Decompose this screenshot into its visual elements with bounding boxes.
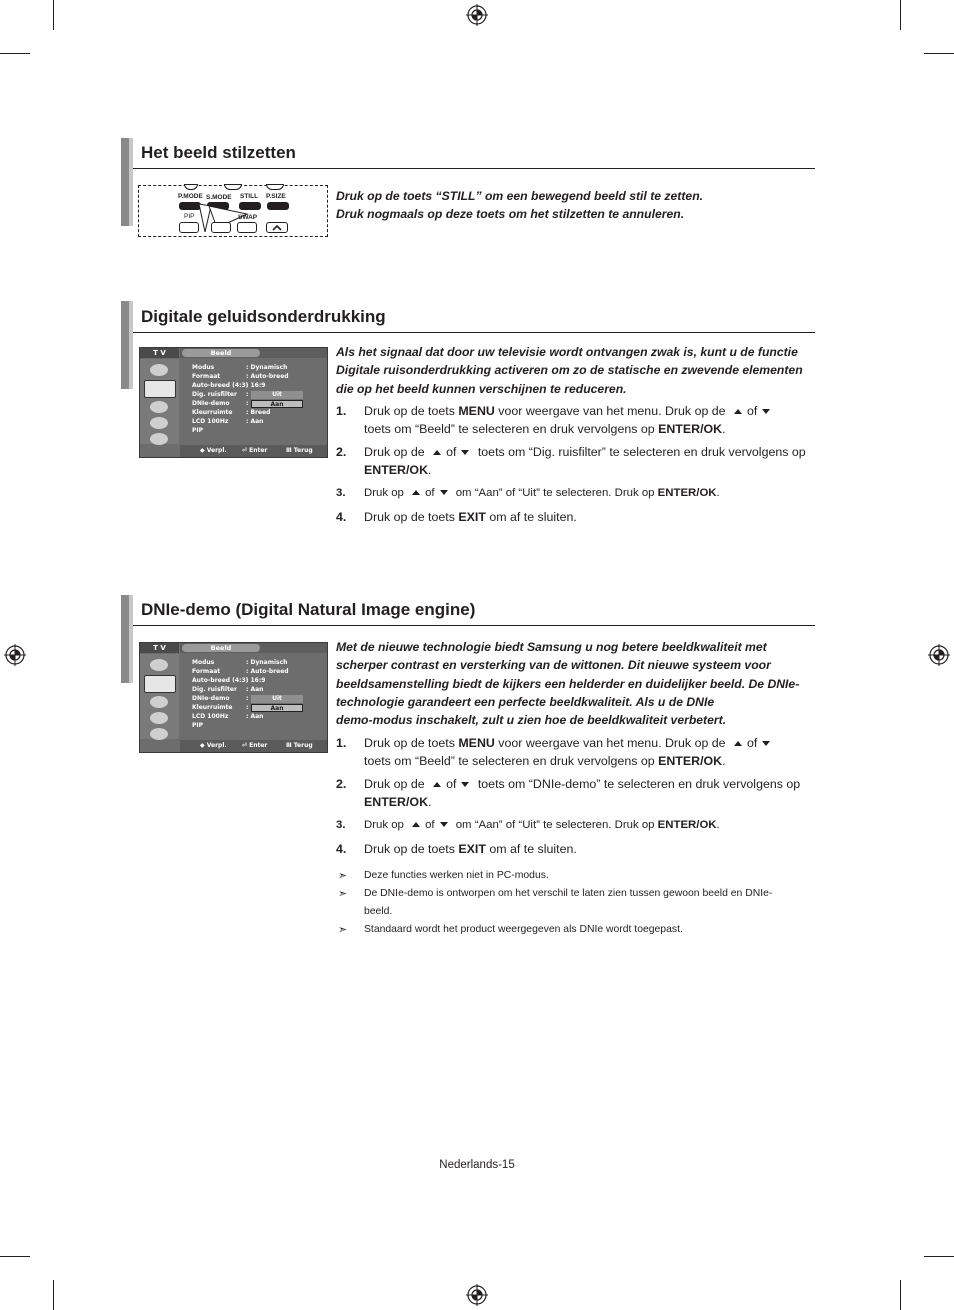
tv-row-label: Formaat [192,373,221,380]
crop-mark [0,1256,30,1257]
step-number: 1. [336,736,347,750]
triangle-up-icon [433,782,441,787]
triangle-down-icon [461,450,469,455]
tv-option-aan: Aan [251,400,303,408]
tv-menu-rows [192,363,322,435]
tv-row-value: : 16:9 [246,382,266,389]
step-text: . [716,487,720,499]
tv-row-value: : Dynamisch [246,659,288,666]
section-marker [121,138,133,226]
tv-menu-footer [180,445,327,457]
step-list [336,403,806,526]
tv-menu-row [192,676,322,685]
step-text: om “Aan” of “Uit” te selecteren. Druk op [452,819,658,831]
step-text: of [446,777,457,791]
section-rule [133,332,815,333]
tv-label: T V [140,643,179,653]
swap-button [237,222,257,233]
tv-row-label: LCD 100Hz [192,713,229,720]
tv-menu-row [192,363,322,372]
step-text: of [446,445,457,459]
step-text: toets om “Beeld” te selecteren en druk vervolgens op [364,421,659,436]
tv-row-value: : Auto-breed [246,668,289,675]
page-footer: Nederlands-15 [439,1159,515,1171]
key-name: ENTER/OK [657,819,717,831]
tv-footer-move: ◆ Verpl. [200,742,227,749]
sound-icon [150,401,168,413]
tv-label: T V [140,348,179,358]
note-arrow-icon: ➣ [338,870,348,882]
step-text: Druk op de [364,777,429,791]
tv-row-value: : Aan [246,418,264,425]
triangle-up-icon [412,822,420,827]
triangle-down-icon [762,409,770,414]
step-number: 2. [336,777,347,791]
step-item [336,403,806,438]
tv-menu-row [192,685,322,694]
tv-row-value: : 16:9 [246,677,266,684]
step-text: . [722,753,726,768]
tv-icon-column [140,654,179,739]
step-item [336,444,806,479]
remote-button [211,222,231,233]
tv-menu-row [192,712,322,721]
tv-row-label: Dig. ruisfilter [192,686,237,693]
picture-icon [144,675,176,693]
triangle-down-icon [762,741,770,746]
tv-row-value: : Breed [246,409,271,416]
step-text: . [428,794,432,809]
step-text: Druk op de toets [364,509,459,524]
step-text: voor weergave van het menu. Druk op de [494,404,730,418]
tv-menu-row [192,417,322,426]
step-number: 3. [336,487,346,499]
tv-menu-row [192,658,322,667]
tv-menu-title: Beeld [182,349,260,357]
crop-mark [0,53,30,54]
section-intro [336,638,814,729]
tv-row-label: Kleurruimte [192,409,233,416]
step-item [336,735,806,770]
step-item [336,841,806,859]
tv-option-uit: Uit [251,695,303,703]
key-name: ENTER/OK [658,753,723,768]
step-text: om af te sluiten. [485,509,577,524]
step-text: . [428,462,432,477]
pip-button [179,222,199,233]
step-number: 4. [336,841,347,856]
remote-label-smode: S.MODE [206,194,232,201]
step-item [336,485,806,503]
tv-menu-row [192,408,322,417]
picture-icon [144,380,176,398]
tv-menu-rows [192,658,322,730]
note-list [336,867,796,939]
crop-mark [900,1280,901,1310]
tv-menu-footer [180,740,327,752]
crop-mark [900,0,901,30]
tv-row-label: Dig. ruisfilter [192,391,237,398]
remote-button [224,184,242,190]
step-text: toets om “Beeld” te selecteren en druk vervolgens op [364,753,659,768]
tv-footer-enter: ⏎ Enter [242,742,268,749]
registration-mark-icon [928,644,950,666]
step-text: voor weergave van het menu. Druk op de [494,736,730,750]
note-item [336,885,796,921]
section-marker [121,301,133,389]
step-text: of [425,487,435,499]
step-text: toets om “DNIe-demo” te selecteren en druk vervolgens op [474,777,801,791]
tv-row-label: PIP [192,427,204,434]
step-text: Druk op [364,487,408,499]
remote-button [266,184,284,190]
step-item [336,776,806,811]
tv-row-value: : [246,400,249,407]
step-text: om “Aan” of “Uit” te selecteren. Druk op [452,487,658,499]
step-text: Druk op de toets [364,736,459,750]
tv-menu-screenshot [139,642,328,753]
antenna-icon [150,659,168,671]
tv-menu-title: Beeld [182,644,260,652]
registration-mark-icon [4,644,26,666]
tv-row-label: Kleurruimte [192,704,233,711]
tv-row-label: LCD 100Hz [192,418,229,425]
section-intro: Als het signaal dat door uw televisie wordt ontvangen zwak is, kunt u de functie Digitale ruisonderdrukking activeren om zo de statische en zwevende elementen die op het beeld kunnen verschijnen te reduceren. [336,345,803,396]
registration-mark-icon [466,1284,488,1306]
antenna-icon [150,364,168,376]
intro-line: Druk nogmaals op deze toets om het stilzetten te annuleren. [336,207,685,222]
section-intro [336,187,814,224]
crop-mark [924,53,954,54]
tv-row-label: Auto-breed (4:3) [192,677,249,684]
key-name: MENU [458,404,495,418]
up-button [266,222,288,233]
tv-row-label: DNIe-demo [192,400,230,407]
note-text: Standaard wordt het product weergegeven als DNIe wordt toegepast. [364,924,683,935]
remote-label-psize: P.SIZE [266,193,286,200]
tv-option-uit: Uit [251,391,303,399]
registration-mark-icon [466,4,488,26]
key-name: EXIT [458,509,486,524]
remote-label-still: STILL [240,193,259,200]
tv-row-label: Modus [192,364,215,371]
step-text: Druk op de [364,445,429,459]
setup-icon [150,433,168,445]
key-name: ENTER/OK [364,462,429,477]
tv-footer-enter: ⏎ Enter [242,447,268,454]
tv-row-value: : [246,704,249,711]
tv-row-label: Formaat [192,668,221,675]
note-arrow-icon: ➣ [338,924,348,936]
triangle-down-icon [461,782,469,787]
triangle-up-icon [412,490,420,495]
note-text: De DNIe-demo is ontworpen om het verschil te laten zien tussen gewoon beeld en DNIe-beeld. [364,888,773,917]
setup-icon [150,728,168,740]
triangle-up-icon [734,741,742,746]
tv-row-value: : Auto-breed [246,373,289,380]
intro-line: Druk op de toets “STILL” om een bewegend beeld stil te zetten. [336,189,704,203]
crop-mark [53,1280,54,1310]
step-number: 3. [336,819,346,831]
step-number: 2. [336,445,347,459]
tv-menu-row [192,667,322,676]
step-text: Druk op [364,819,408,831]
tv-option-aan: Aan [251,704,303,712]
tv-footer-back: Ⅲ Terug [286,742,313,749]
tv-menu-row [192,721,322,730]
step-text: toets om “Dig. ruisfilter” te selecteren en druk vervolgens op [474,445,806,459]
crop-mark [924,1256,954,1257]
crop-mark [53,0,54,30]
tv-menu-screenshot [139,347,328,458]
remote-label-swap: SWAP [238,214,258,221]
tv-row-value: : Aan [246,713,264,720]
tv-icon-column [140,359,179,444]
triangle-down-icon [440,822,448,827]
section-rule [133,625,815,626]
tv-row-label: PIP [192,722,204,729]
key-name: ENTER/OK [657,487,717,499]
step-number: 1. [336,404,347,418]
step-text: . [722,421,726,436]
tv-row-value: : Aan [246,686,264,693]
key-name: ENTER/OK [364,794,429,809]
intro-line: demo-modus inschakelt, zult u zien hoe de beeldkwaliteit verbetert. [336,713,727,728]
triangle-up-icon [734,409,742,414]
step-text: . [716,819,720,831]
step-number: 4. [336,509,347,524]
tv-row-value: : [246,695,249,702]
note-arrow-icon: ➣ [338,888,348,900]
key-name: ENTER/OK [658,421,723,436]
step-item [336,817,806,835]
tv-menu-row [192,381,322,390]
section-title: Het beeld stilzetten [141,143,296,162]
intro-line: Met de nieuwe technologie biedt Samsung u nog betere beeldkwaliteit met scherper contrast en versterking van de wittonen. Dit nieuwe systeem voor beeldsamenstelling biedt de kijkers een helderder en duidelijker beeld. De DNIe-technologie garandeert een perfecte beeldkwaliteit. Als u de DNIe [336,640,800,709]
tv-row-label: Auto-breed (4:3) [192,382,249,389]
sound-icon [150,696,168,708]
remote-label-pip: PIP [184,213,195,220]
tv-footer-back: Ⅲ Terug [286,447,313,454]
tv-row-label: Modus [192,659,215,666]
section-title: Digitale geluidsonderdrukking [141,307,386,326]
note-text: Deze functies werken niet in PC-modus. [364,870,549,881]
note-item [336,867,796,885]
clock-icon [150,417,168,429]
step-text: Druk op de toets [364,404,459,418]
tv-row-value: : [246,391,249,398]
tv-menu-row [192,426,322,435]
step-text: of [425,819,435,831]
clock-icon [150,712,168,724]
section-title: DNIe-demo (Digital Natural Image engine) [141,600,476,619]
remote-button [184,184,198,190]
key-name: EXIT [458,841,486,856]
triangle-up-icon [433,450,441,455]
remote-illustration [138,185,328,237]
triangle-down-icon [440,490,448,495]
step-text: Druk op de toets [364,841,459,856]
note-item [336,921,796,939]
tv-row-value: : Dynamisch [246,364,288,371]
step-text: of [747,404,758,418]
psize-button [267,202,289,210]
chevron-up-icon [267,223,287,232]
remote-label-pmode: P.MODE [178,193,203,200]
section-marker [121,595,133,683]
key-name: MENU [458,736,495,750]
tv-footer-move: ◆ Verpl. [200,447,227,454]
tv-row-label: DNIe-demo [192,695,230,702]
step-text: of [747,736,758,750]
tv-menu-row [192,372,322,381]
step-item [336,509,806,527]
step-list [336,735,806,858]
step-text: om af te sluiten. [485,841,577,856]
section-rule [133,168,815,169]
